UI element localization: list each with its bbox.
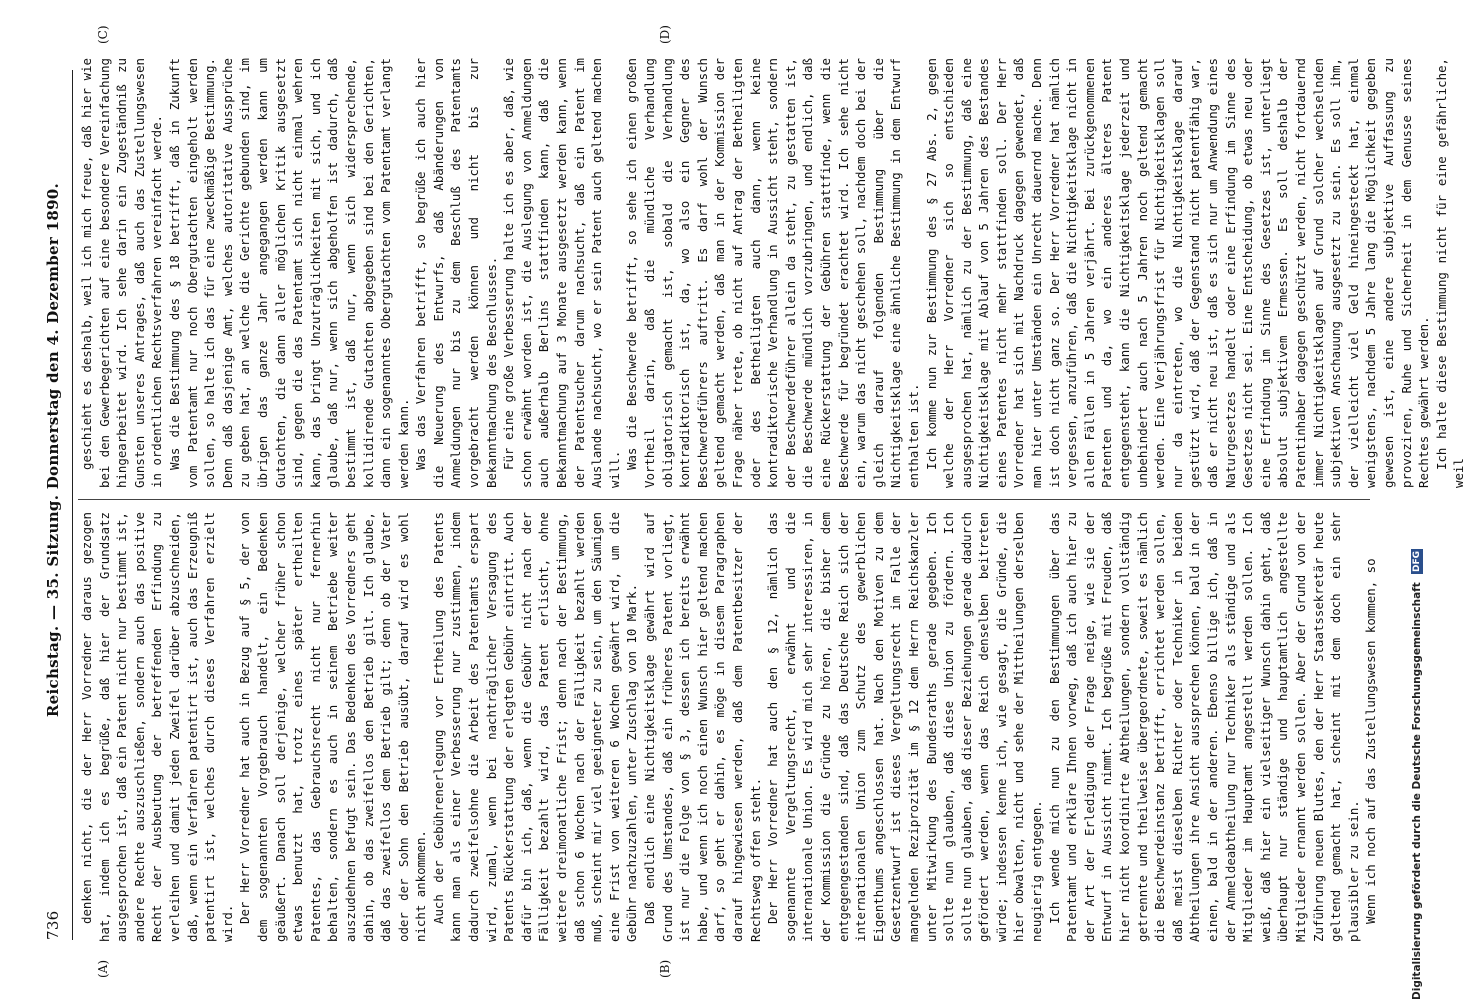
paragraph: Ich halte diese Bestimmung nicht für eine gefährliche, weil [1433,58,1467,488]
margin-marker-a: (A) [96,959,110,978]
dfg-logo: DFG [1412,551,1422,573]
paragraph: Der Herr Vorredner hat auch in Bezug auf § 5, der von dem sogenannten Vorgebrauch handelt, ein Bedenken geäußert. Danach soll derjenige, welcher früher schon etwas benutzt hat, trotz eines später ertheilten Patentes, das Gebrauchsrecht nicht nur fernerhin behalten, sondern es auch in seinem Betriebe weiter auszudehnen befugt sein. Das Bedenken des Vorredners geht dahin, ob das zweifellos den Betrieb gilt. Ich glaube, daß das zweifellos dem Betrieb gilt; denn ob der Vater oder der Sohn den Betrieb ausübt, darauf wird es wohl nicht ankommen. [237,512,429,942]
paragraph: Daß endlich eine Nichtigkeitsklage gewährt wird auf Grund des Umstandes, daß ein früheres Patent vorliegt, ist nur die Folge von § 3, dessen ich bereits erwähnt habe, und wenn ich noch einen Wunsch hier geltend machen darf, so geht er dahin, es möge in diesem Paragraphen darauf hingewiesen werden, daß dem Patentbesitzer der Rechtsweg offen steht. [642,512,763,942]
digitization-credit [1406,0,1428,1000]
column-divider [78,499,1370,500]
margin-marker-b: (B) [658,959,672,978]
paragraph: Ich wende mich nun zu den Bestimmungen über das Patentamt und erkläre Ihnen vorweg, daß ich auch hier zu der Art der Erledigung der Frage neige, wie sie der Entwurf in Aussicht nimmt. Ich begrüße mit Freuden, daß hier nicht koordinirte Abtheilungen, sondern vollständig getrennte und theilweise übergeordnete, soweit es nämlich die Beschwerdeinstanz betrifft, errichtet werden sollen, daß meist dieselben Richter oder Techniker in beiden Abtheilungen ihre Ansicht aussprechen können, bald in der einen, bald in der anderen. Ebenso billige ich, daß in der Anmeldeabtheilung nur Techniker als ständige und als Mitglieder im Hauptamt angestellt werden sollen. Ich weiß, daß hier ein vielseitiger Wunsch dahin geht, daß überhaupt nur ständige und hauptamtlich angestellte Mitglieder ernannt werden sollen. Aber der Grund von der Zuführung neuen Blutes, den der Herr Staatssekretär heute geltend gemacht hat, scheint mit dem doch ein sehr plausibler zu sein. [1046,512,1361,942]
left-text-column [78,512,1379,942]
paragraph: Was die Bestimmung des § 18 betrifft, daß in Zukunft vom Patentamt nur noch Obergutachten eingeholt werden sollen, so halte ich das für eine zweckmäßige Bestimmung. Denn daß dasjenige Amt, welches autoritative Aussprüche zu geben hat, an welche die Gerichte gebunden sind, im übrigen das ganze Jahr angegangen werden kann um Gutachten, die dann aller möglichen Kritik ausgesetzt sind, gegen die das Patentamt sich nicht einmal wehren kann, das bringt Unzuträglichkeiten mit sich, und ich glaube, daß nur, wenn sich abgeholfen ist dadurch, daß bestimmt ist, daß nur, wenn sich widersprechende, kollidirende Gutachten abgegeben sind bei den Gerichten, dann ein sogenanntes Obergutachten vom Patentamt verlangt werden kann. [166,58,411,488]
credit-text: Digitalisierung gefördert durch die Deutsche Forschungsgemeinschaft [1411,582,1423,1000]
paragraph: Der Herr Vorredner hat auch den § 12, nämlich das sogenannte Vergeltungsrecht, erwähnt und die internationale Union. Es wird mich sehr interessiren, in der Kommission die Gründe zu hören, die bisher dem entgegengestanden sind, daß das Deutsche Reich sich der internationalen Union zum Schutz des gewerblichen Eigenthums angeschlossen hat. Nach den Motiven zu dem Gesetzentwurf ist dieses Vergeltungsrecht im Falle der mangelnden Reziprozität im § 12 dem Herrn Reichskanzler unter Mitwirkung des Bundesraths gerade gegeben. Ich sollte nun glauben, daß diese Union zu fördern. Ich sollte nun glauben, daß dieser Beziehungen gerade dadurch gefördert werden, wenn das Reich denselben beitreten würde; indessen kenne ich, wie gesagt, die Gründe, die hier obwalten, nicht und sehe der Mittheilungen derselben neugierig entgegen. [765,512,1045,942]
margin-marker-d: (D) [658,25,672,44]
page-header [38,70,73,940]
paragraph: Ich komme nun zur Bestimmung des § 27 Abs. 2, gegen welche der Herr Vorredner sich so entschieden ausgesprochen hat, nämlich zu der Bestimmung, daß eine Nichtigkeitsklage mit Ablauf von 5 Jahren des Bestandes eines Patentes nicht mehr stattfinden soll. Der Herr Vorredner hat sich mit Nachdruck dagegen gewendet, daß man hier unter Umständen ein Unrecht dauernd mache. Denn ist doch nicht ganz so. Der Herr Vorredner hat nämlich vergessen, anzuführen, daß die Nichtigkeitsklage nicht in allen Fällen in 5 Jahren verjährt. Bei zurückgenommenen Patenten und da, wo ein anderes älteres Patent entgegensteht, kann die Nichtigkeitsklage jederzeit und unbehindert auch nach 5 Jahren noch geltend gemacht werden. Eine Verjährungsfrist für Nichtigkeitsklagen soll nur da eintreten, wo die Nichtigkeitsklage darauf gestützt wird, daß der Gegenstand nicht patentfähig war, daß er nicht neu ist, daß es sich nur um Anwendung eines Naturgesetzes handelt oder eine Erfindung im Sinne des Gesetzes nicht sei. Eine Entscheidung, ob etwas neu oder eine Erfindung im Sinne des Gesetzes ist, unterliegt absolut subjektivem Ermessen. Es soll deshalb der Patentinhaber dagegen geschützt werden, nicht fortdauernd immer Nichtigkeitsklagen auf Grund solcher wechselnden subjektiven Anschauung ausgesetzt zu sein. Es soll ihm, der vielleicht viel Geld hineingesteckt hat, einmal wenigstens, nachdem 5 Jahre lang die Möglichkeit gegeben gewesen ist, eine andere subjektive Auffassung zu provoziren, Ruhe und Sicherheit in dem Genusse seines Rechtes gewährt werden. [923,58,1432,488]
paragraph: denken nicht, die der Herr Vorredner daraus gezogen hat, indem ich es begrüße, daß hier der Grundsatz ausgesprochen ist, daß ein Patent nicht nur bestimmt ist, andere Rechte auszuschließen, sondern auch das positive Recht der Ausbeutung der betreffenden Erfindung zu verleihen und damit jeden Zweifel darüber abzuschneiden, daß, wenn ein Verfahren patentirt ist, auch das Erzeugniß patentirt ist, welches durch dieses Verfahren erzielt wird. [79,512,235,942]
paragraph: Was das Verfahren betrifft, so begrüße ich auch hier die Neuerung des Entwurfs, daß Abänderungen von Anmeldungen nur bis zu dem Beschluß des Patentamts vorgebracht werden können und nicht bis zur Bekanntmachung des Beschlusses. [413,58,499,488]
page-title: Reichstag. — 35. Sitzung. Donnerstag den 4. Dezember 1890. [44,182,62,718]
paragraph: Wenn ich noch auf das Zustellungswesen kommen, so [1363,558,1379,924]
paragraph: Auch der Gebührenerlegung vor Ertheilung des Patents kann man als einer Verbesserung nur zustimmen, indem dadurch zweifelsohne die Arbeit des Patentamts erspart wird, zumal, wenn bei nachträglicher Versagung des Patents Rückerstattung der erlegten Gebühr eintritt. Auch dafür bin ich, daß, wenn die Gebühr nicht nach der Fälligkeit bezahlt wird, das Patent erlischt, ohne weitere dreimonatliche Frist; denn nach der Bestimmung, daß schon 6 Wochen nach der Fälligkeit bezahlt werden muß, scheint mir viel geeigneter zu sein, um den Säumigen eine Frist von weiteren 6 Wochen gewährt wird, um die Gebühr nachzuzahlen, unter Zuschlag von 10 Mark. [430,512,640,942]
page-number: 736 [44,910,62,940]
paragraph: Für eine große Verbesserung halte ich es aber, daß, wie schon erwähnt worden ist, die Auslegung von Anmeldungen auch außerhalb Berlins stattfinden kann, daß die Bekanntmachung auf 3 Monate ausgesetzt werden kann, wenn der Patentsucher darum nachsucht, daß ein Patent im Auslande nachsucht, wo er sein Patent auch geltend machen will. [501,58,622,488]
paragraph: geschieht es deshalb, weil ich mich freue, daß hier wie bei den Gewerbegerichten auf eine besondere Vereinfachung hingearbeitet wird. Ich sehe darin ein Zugeständniß zu Gunsten unseres Antrages, daß auch das Zustellungswesen in ordentlichen Rechtsverfahren vereinfacht werde. [79,58,165,488]
right-text-column [78,58,1467,488]
paragraph: Was die Beschwerde betrifft, so sehe ich einen großen Vortheil darin, daß die mündliche Verhandlung obligatorisch gemacht ist, sobald die Verhandlung kontradiktorisch ist, da, wo also ein Gegner des Beschwerdeführers auftritt. Es darf wohl der Wunsch geltend gemacht werden, daß man in der Kommission der Frage näher trete, ob nicht auf Antrag der Betheiligten oder des Betheiligten auch dann, wenn keine kontradiktorische Verhandlung in Aussicht steht, sondern der Beschwerdeführer allein da steht, zu gestatten ist, die Beschwerde mündlich vorzubringen, und endlich, daß eine Rückerstattung der Gebühren stattfinde, wenn die Beschwerde für begründet erachtet wird. Ich sehe nicht ein, warum das nicht geschehen soll, nachdem doch bei der gleich darauf folgenden Bestimmung über die Nichtigkeitsklage eine ähnliche Bestimmung in dem Entwurf enthalten ist. [624,58,921,488]
margin-marker-c: (C) [96,25,110,44]
